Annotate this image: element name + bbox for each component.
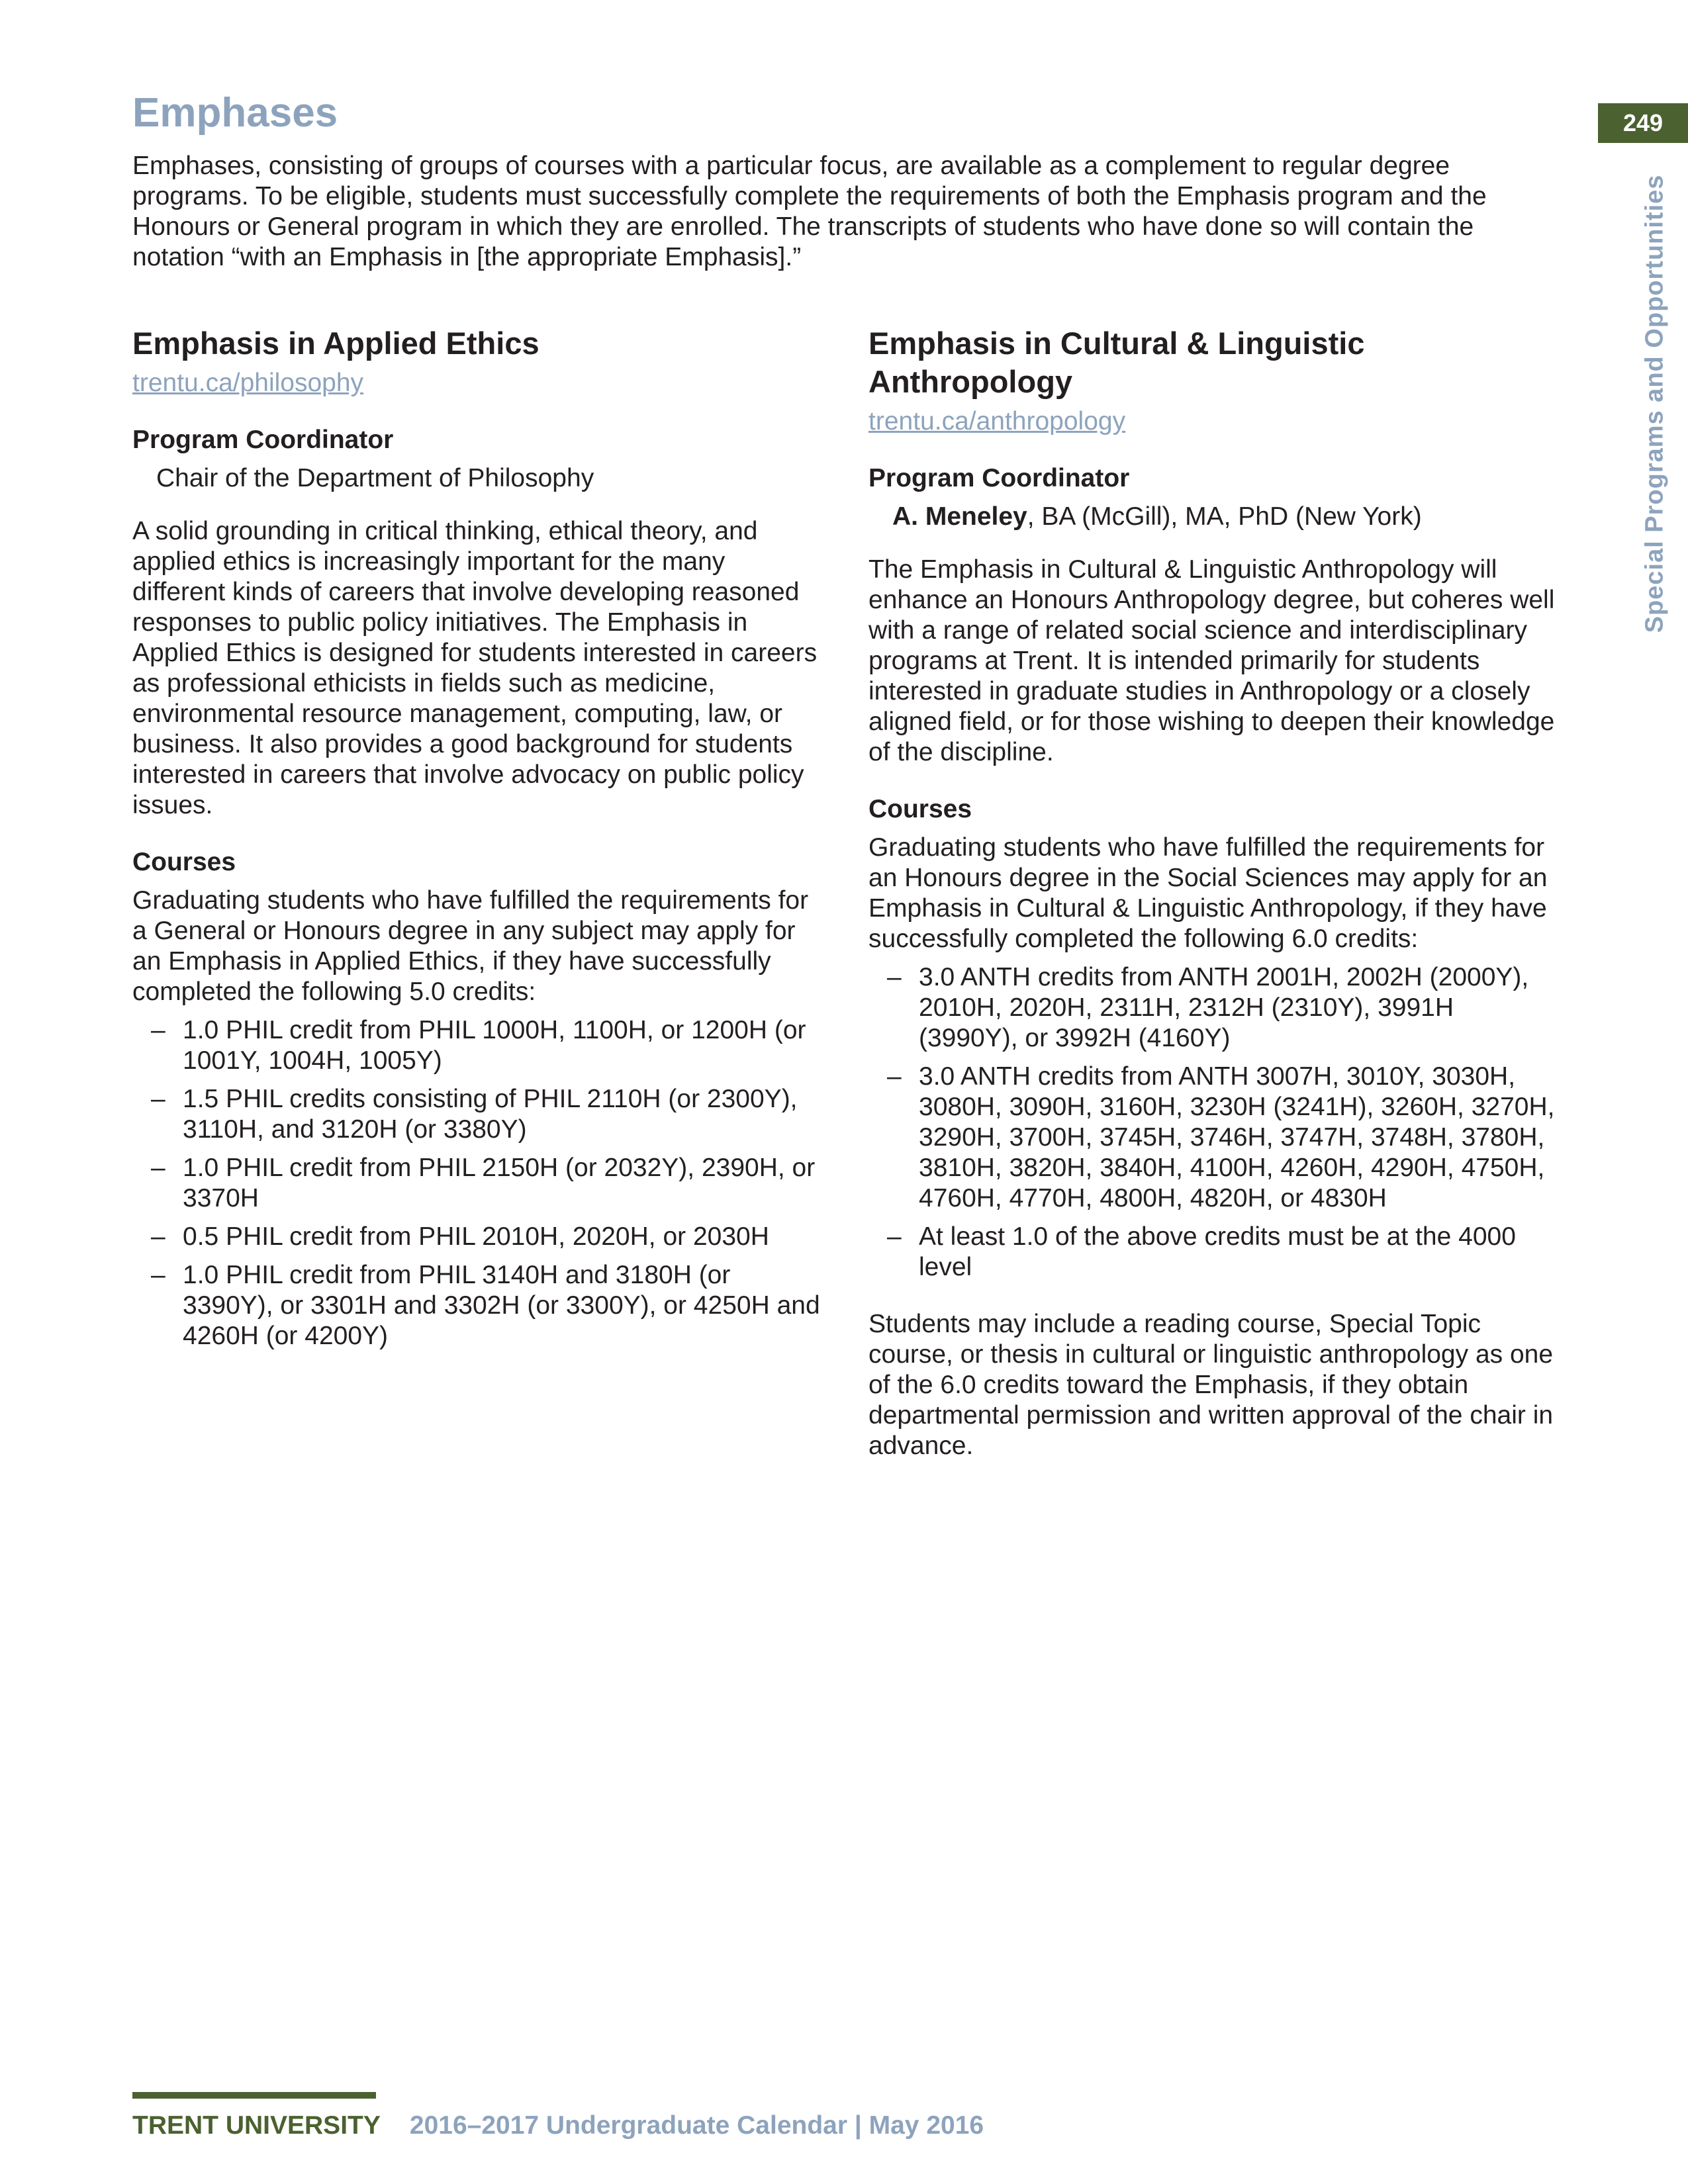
course-text: 1.0 PHIL credit from PHIL 1000H, 1100H, or 1200H (or 1001Y, 1004H, 1005Y): [183, 1016, 806, 1075]
course-text: 1.0 PHIL credit from PHIL 2150H (or 2032Y), 2390H, or 3370H: [183, 1154, 816, 1212]
list-item: [132, 1084, 821, 1145]
dash-bullet: –: [151, 1016, 165, 1044]
intro-paragraph: Emphases, consisting of groups of courses with a particular focus, are available as a complement to regular degree programs. To be eligible, students must successfully complete the requirements of both the Emphasis program and the Honours or General program in which they are enrolled. The transcripts of students who have done so will contain the notation “with an Emphasis in [the appropriate Emphasis].”: [132, 152, 1487, 271]
coordinator-heading: Program Coordinator: [132, 426, 394, 454]
courses-list: [868, 962, 1557, 1283]
coordinator-heading: Program Coordinator: [868, 464, 1130, 492]
anthropology-description: The Emphasis in Cultural & Linguistic Anthropology will enhance an Honours Anthropology degree, but coheres well with a range of related social science and interdisciplinary programs at Trent. It is intended primarily for students interested in graduate studies in Anthropology or a closely aligned field, or for those wishing to deepen their knowledge of the discipline.: [868, 555, 1555, 766]
anthropology-link[interactable]: trentu.ca/anthropology: [868, 407, 1126, 435]
coordinator-info: [156, 463, 821, 494]
list-item: [868, 1222, 1557, 1283]
page-title: Emphases: [132, 90, 338, 136]
footer-rule: [132, 2092, 376, 2099]
list-item: [868, 962, 1557, 1054]
dash-bullet: –: [151, 1085, 165, 1113]
course-text: 1.0 PHIL credit from PHIL 3140H and 3180H (or 3390Y), or 3301H and 3302H (or 3300Y), or 4250H and 4260H (or 4200Y): [183, 1261, 820, 1350]
coordinator-name: A. Meneley: [892, 502, 1027, 531]
course-text: 1.5 PHIL credits consisting of PHIL 2110H (or 2300Y), 3110H, and 3120H (or 3380Y): [183, 1085, 798, 1144]
courses-heading: Courses: [132, 848, 236, 876]
dash-bullet: –: [151, 1261, 165, 1289]
closing-paragraph: Students may include a reading course, Special Topic course, or thesis in cultural or linguistic anthropology as one of the 6.0 credits toward the Emphasis, if they obtain departmental permission and written approval of the chair in advance.: [868, 1310, 1554, 1460]
applied-ethics-heading: Emphasis in Applied Ethics: [132, 326, 539, 361]
philosophy-link[interactable]: trentu.ca/philosophy: [132, 369, 364, 397]
list-item: [132, 1015, 821, 1076]
course-text: 3.0 ANTH credits from ANTH 3007H, 3010Y, 3030H, 3080H, 3090H, 3160H, 3230H (3241H), 3260H, 3270H, 3290H, 3700H, 3745H, 3746H, 3747H, 3748H, 3780H, 3810H, 3820H, 3840H, 4100H, 4260H, 4290H, 4750H, 4760H, 4770H, 4800H, 4820H, or 4830H: [919, 1062, 1555, 1212]
dash-bullet: –: [887, 1062, 902, 1091]
footer-calendar: 2016–2017 Undergraduate Calendar | May 2016: [409, 2111, 984, 2140]
coordinator-text: , BA (McGill), MA, PhD (New York): [1027, 502, 1422, 531]
section-side-label: Special Programs and Opportunities: [1640, 174, 1669, 633]
dash-bullet: –: [151, 1154, 165, 1182]
courses-list: [132, 1015, 821, 1351]
anthropology-section: [868, 324, 1557, 1488]
courses-heading: Courses: [868, 795, 972, 823]
list-item: [868, 1062, 1557, 1214]
footer: [132, 2111, 984, 2140]
coordinator-info: [892, 502, 1557, 532]
list-item: [132, 1222, 821, 1252]
course-text: 0.5 PHIL credit from PHIL 2010H, 2020H, or 2030H: [183, 1222, 769, 1251]
footer-university: TRENT UNIVERSITY: [132, 2111, 381, 2140]
course-text: 3.0 ANTH credits from ANTH 2001H, 2002H (2000Y), 2010H, 2020H, 2311H, 2312H (2310Y), 3991H (3990Y), or 3992H (4160Y): [919, 963, 1529, 1052]
courses-intro: Graduating students who have fulfilled the requirements for an Honours degree in the Social Sciences may apply for an Emphasis in Cultural & Linguistic Anthropology, if they have successfully completed the following 6.0 credits:: [868, 833, 1548, 953]
page-number: 249: [1598, 103, 1688, 143]
applied-ethics-section: [132, 324, 821, 1378]
anthropology-heading: Emphasis in Cultural & Linguistic Anthropology: [868, 326, 1365, 399]
dash-bullet: –: [887, 963, 902, 991]
course-text: At least 1.0 of the above credits must be at the 4000 level: [919, 1222, 1516, 1281]
dash-bullet: –: [151, 1222, 165, 1251]
list-item: [132, 1153, 821, 1214]
courses-intro: Graduating students who have fulfilled the requirements for a General or Honours degree in any subject may apply for an Emphasis in Applied Ethics, if they have successfully completed the following 5.0 credits:: [132, 886, 809, 1006]
dash-bullet: –: [887, 1222, 902, 1251]
coordinator-text: Chair of the Department of Philosophy: [156, 464, 594, 492]
applied-ethics-description: A solid grounding in critical thinking, ethical theory, and applied ethics is increasingly important for the many different kinds of careers that involve developing reasoned responses to public policy initiatives. The Emphasis in Applied Ethics is designed for students interested in careers as professional ethicists in fields such as medicine, environmental resource management, computing, law, or business. It also provides a good background for students interested in careers that involve advocacy on public policy issues.: [132, 517, 818, 819]
list-item: [132, 1260, 821, 1351]
